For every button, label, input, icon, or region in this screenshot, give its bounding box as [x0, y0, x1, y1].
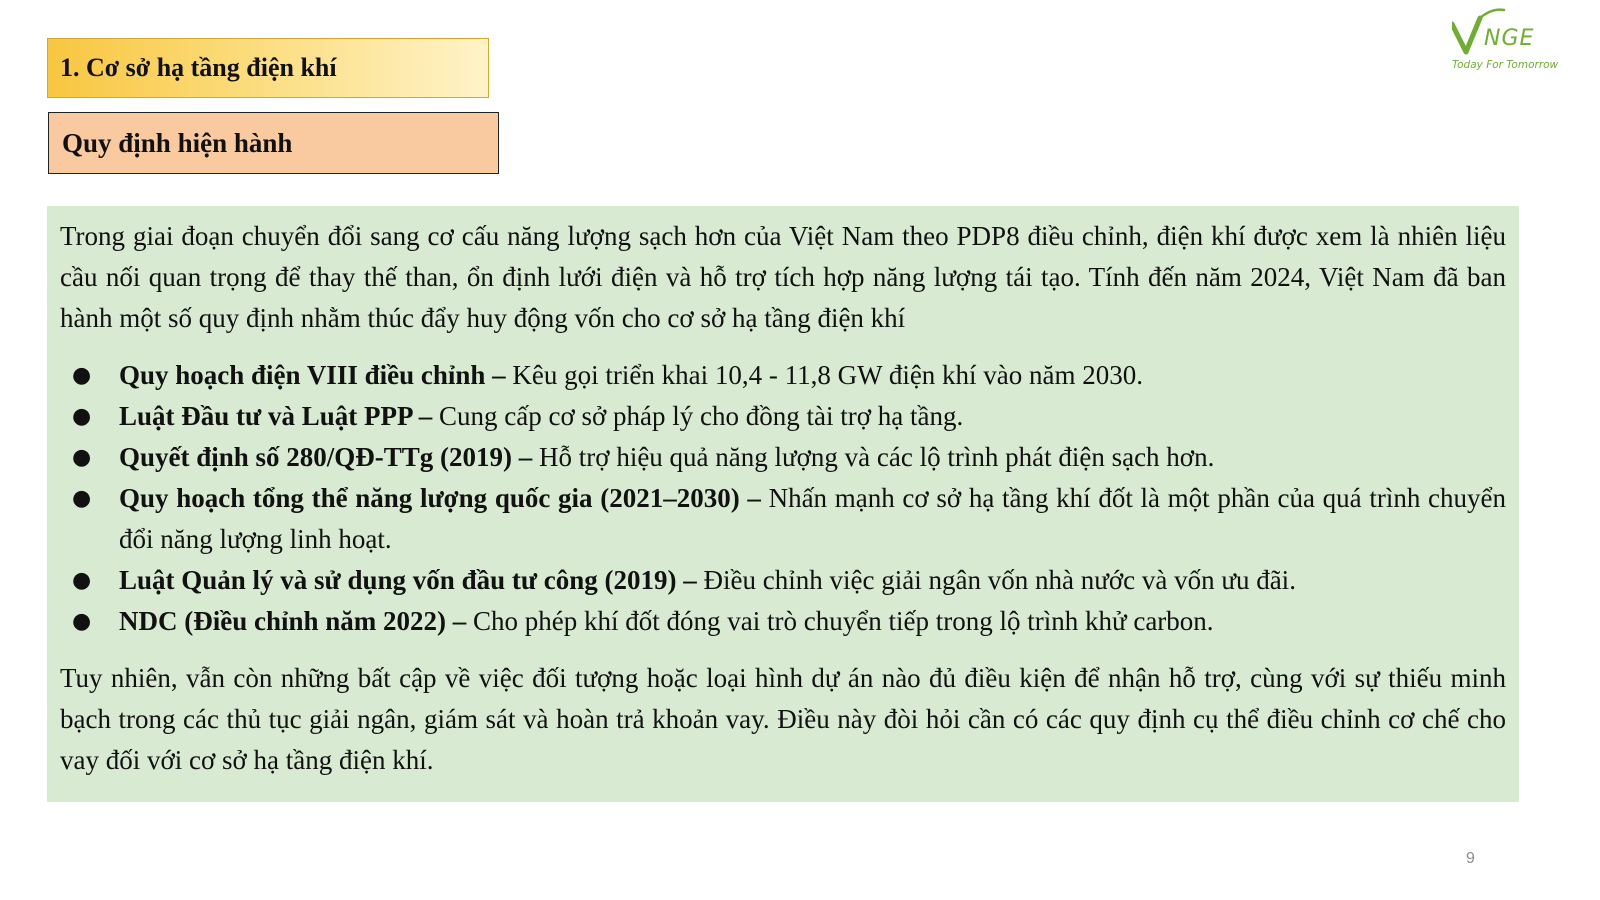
- bullet-icon: ●: [72, 363, 92, 388]
- logo-wordmark: NGE: [1484, 26, 1535, 51]
- list-item: [60, 396, 1506, 437]
- list-item: [60, 601, 1506, 642]
- regulation-text: Cung cấp cơ sở pháp lý cho đồng tài trợ hạ tầng.: [432, 401, 964, 431]
- regulation-text: Kêu gọi triển khai 10,4 - 11,8 GW điện khí vào năm 2030.: [505, 360, 1144, 390]
- logo: [1452, 8, 1598, 78]
- regulation-title: Luật Quản lý và sử dụng vốn đầu tư công (2019) –: [119, 565, 697, 595]
- regulation-title: Luật Đầu tư và Luật PPP –: [119, 401, 433, 431]
- bullet-icon: ●: [72, 445, 92, 470]
- conclusion-paragraph: Tuy nhiên, vẫn còn những bất cập về việc đối tượng hoặc loại hình dự án nào đủ điều kiện để nhận hỗ trợ, cùng với sự thiếu minh bạch trong các thủ tục giải ngân, giám sát và hoàn trả khoản vay. Điều này đòi hỏi cần có các quy định cụ thể điều chỉnh cơ chế cho vay đối với cơ sở hạ tầng điện khí.: [60, 663, 1506, 775]
- regulation-list: [60, 355, 1506, 642]
- list-item: [60, 355, 1506, 396]
- bullet-icon: ●: [72, 609, 92, 634]
- page-number: 9: [1466, 850, 1475, 867]
- regulation-text: Cho phép khí đốt đóng vai trò chuyển tiếp trong lộ trình khử carbon.: [466, 606, 1214, 636]
- list-item: [60, 437, 1506, 478]
- regulation-title: NDC (Điều chỉnh năm 2022) –: [119, 606, 467, 636]
- content-box: [47, 206, 1519, 802]
- regulation-text: Hỗ trợ hiệu quả năng lượng và các lộ trình phát điện sạch hơn.: [532, 442, 1215, 472]
- bullet-icon: ●: [72, 568, 92, 593]
- sub-title: [48, 112, 499, 174]
- list-item: [60, 478, 1506, 560]
- regulation-title: Quy hoạch điện VIII điều chỉnh –: [119, 360, 506, 390]
- regulation-title: Quyết định số 280/QĐ-TTg (2019) –: [119, 442, 533, 472]
- sub-title-text: Quy định hiện hành: [62, 127, 293, 158]
- regulation-text: Điều chỉnh việc giải ngân vốn nhà nước và vốn ưu đãi.: [696, 565, 1296, 595]
- bullet-icon: ●: [72, 404, 92, 429]
- regulation-title: Quy hoạch tổng thể năng lượng quốc gia (2021–2030) –: [119, 483, 761, 513]
- bullet-icon: ●: [72, 486, 92, 511]
- section-title: [47, 38, 489, 98]
- regulation-text: Nhấn mạnh cơ sở hạ tầng khí đốt là một phần của quá trình chuyển đổi năng lượng linh hoạt.: [119, 483, 1506, 554]
- list-item: [60, 560, 1506, 601]
- section-title-text: 1. Cơ sở hạ tầng điện khí: [60, 53, 337, 82]
- logo-tagline: Today For Tomorrow: [1452, 59, 1559, 71]
- intro-paragraph: Trong giai đoạn chuyển đổi sang cơ cấu năng lượng sạch hơn của Việt Nam theo PDP8 điều chỉnh, điện khí được xem là nhiên liệu cầu nối quan trọng để thay thế than, ổn định lưới điện và hỗ trợ tích hợp năng lượng tái tạo. Tính đến năm 2024, Việt Nam đã ban hành một số quy định nhằm thúc đẩy huy động vốn cho cơ sở hạ tầng điện khí: [60, 221, 1506, 333]
